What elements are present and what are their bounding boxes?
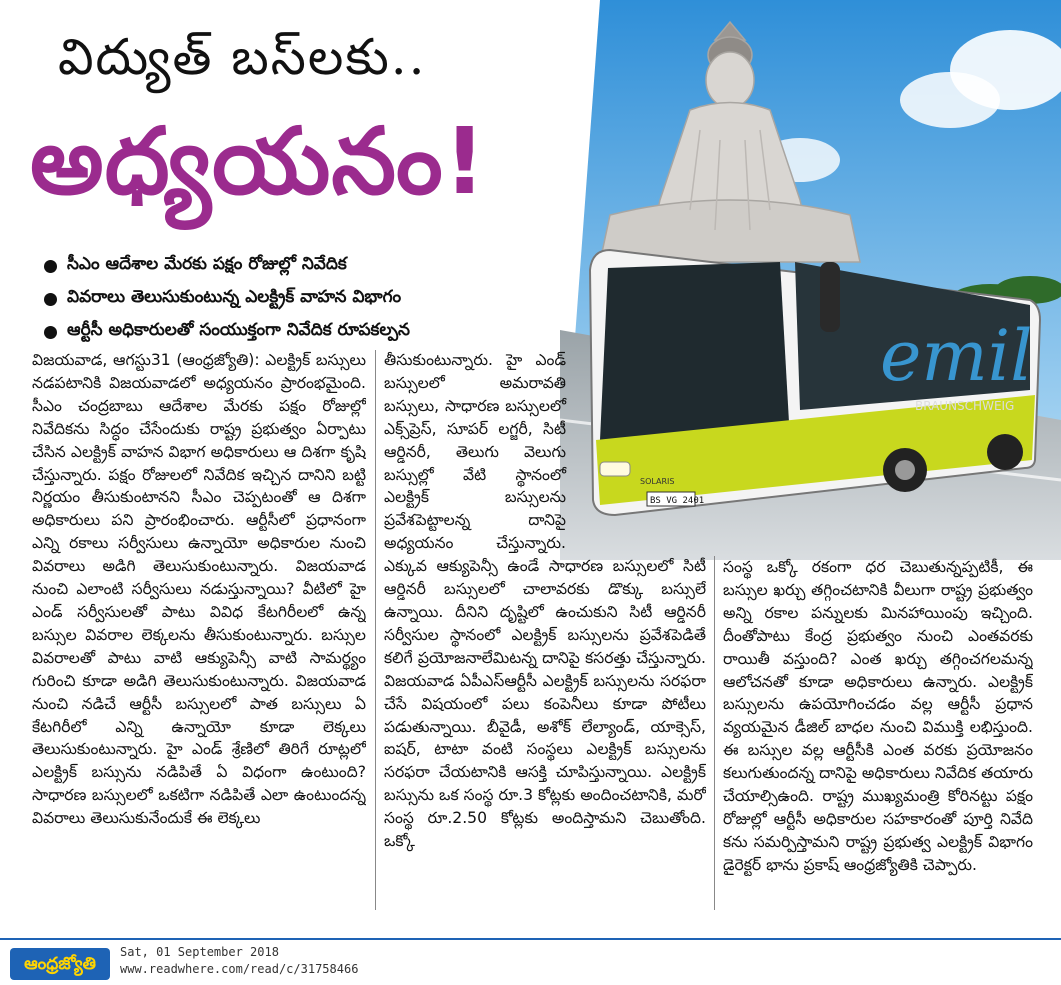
article-column-3: సంస్థ ఒక్కో రకంగా ధర చెబుతున్నప్పటికీ, ఈ బస్సుల ఖర్చు తగ్గించటానికి వీలుగా రాష్ట్ర ప్రభుత్వం అన్ని రకాల పన్నులకు మినహాయింపు ఇచ్చింది. దీంతోపాటు కేంద్ర ప్రభుత్వం నుంచి ఎంతవరకు రాయితీ వస్తుంది? ఎంత ఖర్చు తగ్గించగలమన్న ఆలోచనతో కూడా అధికారులు ఉన్నారు. ఎలక్ట్రిక్ బస్సులను ఉపయోగించడం వల్ల ఆర్టీసీ ప్రధాన వ్యయమైన డీజిల్ బాధల నుంచి విముక్తి లభిస్తుంది. ఈ బస్సుల వల్ల ఆర్టీసీకి ఎంత వరకు ప్రయోజనం కలుగుతుందన్న దానిపై అధికారులు నివేదిక తయారు చేయాల్సిఉంది. రాష్ట్ర ముఖ్యమంత్రి కోరినట్టు పక్షం రోజుల్లో ఆర్టీసీ అధికారుల సహకారంతో పూర్తి నివేది కను సమర్పిస్తామని రాష్ట్ర ప్రభుత్వ ఎలక్ట్రిక్ విభాగం డైరెక్టర్ భాను ప్రకాష్ ఆంధ్రజ్యోతికి చెప్పారు. (723, 558, 1033, 874)
article-column-1: విజయవాడ, ఆగస్టు31 (ఆంధ్రజ్యోతి): ఎలక్ట్రిక్ బస్సులు నడపటానికి విజయవాడలో అధ్యయనం ప్రారంభమైంది. సీఎం చంద్రబాబు ఆదేశాల మేరకు పక్షం రోజుల్లో నివేదికను సిద్ధం చేసేందుకు రాష్ట్ర ప్రభుత్వం ఏర్పాటు చేసిన ఎలక్ట్రిక్ వాహన విభాగ అధికారులు ఆ దిశగా కృషి చేస్తున్నారు. పక్షం రోజులలో నివేదిక ఇచ్చిన దానిని బట్టి నిర్ణయం తీసుకుంటానని సీఎం చెప్పటంతో ఆ దిశగా అధికారులు పని ప్రారంభించారు. ఆర్టీసీలో ప్రధానంగా ఎన్ని రకాలు సర్వీసులు ఉన్నాయో అధికారుల నుంచి వివరాలు అడిగి తెలుసుకుంటున్నారు. విజయవాడ నుంచి ఎలాంటి సర్వీసులు నడుస్తున్నాయి? వీటిలో హై ఎండ్ సర్వీసులతో పాటు వివిధ కేటగిరీలలో ఉన్న బస్సుల వివరాల లెక్కలను తీసుకుంటున్నారు. బస్సుల వివరాలతో పాటు వాటి ఆక్యుపెన్సీ వాటి సామర్థ్యం గురించి కూడా అడిగి తెలుసుకుంటున్నారు. విజయవాడ నుంచి నడిచే ఆర్టీసీ బస్సులలో పాత బస్సులు ఏ కేటగిరీలో ఎన్ని ఉన్నాయో కూడా లెక్కలు తెలుసుకుంటున్నారు. హై ఎండ్ శ్రేణిలో తిరిగే రూట్లలో ఎలక్ట్రిక్ బస్సును నడిపితే ఏ విధంగా ఉంటుంది? సాధారణ బస్సులలో ఒకటిగా నడిపితే ఎలా ఉంటుందన్న వివరాలు తెలుసుకునేందుకే ఈ లెక్కలు (32, 351, 366, 828)
bullet-icon (44, 260, 57, 273)
bus-subbrand: BRAUNSCHWEIG (915, 399, 1015, 413)
column-divider (714, 556, 715, 910)
highlight-text: సీఎం ఆదేశాల మేరకు పక్షం రోజుల్లో నివేదిక (67, 254, 347, 274)
publish-date: Sat, 01 September 2018 (120, 945, 279, 959)
bullet-icon (44, 293, 57, 306)
bus-plate: BS VG 2401 (650, 496, 705, 506)
column-divider (375, 350, 376, 910)
page-footer (0, 938, 1061, 985)
bus-maker: SOLARIS (640, 477, 675, 486)
article-headline: అధ్యయనం! (30, 108, 487, 215)
article-column-2: తీసుకుంటున్నారు. హై ఎండ్ బస్సులలో అమరావతి బస్సులు, సాధారణ బస్సులలో ఎక్స్‌ప్రెస్, సూపర్ లగ్జరీ, సిటీ ఆర్డినరీ, తెలుగు వెలుగు బస్సుల్లో వేటి స్థానంలో ఎలక్ట్రిక్ బస్సులను ప్రవేశపెట్టాలన్న దానిపై అధ్యయనం చేస్తున్నారు. ఎక్కువ ఆక్యుపెన్సీ ఉండే సాధారణ బస్సులలో సిటీ ఆర్డినరీ బస్సులలో చాలావరకు డొక్కు బస్సులే ఉన్నాయి. దీనిని దృష్టిలో ఉంచుకుని సిటీ ఆర్డినరీ సర్వీసుల స్థానంలో ఎలక్ట్రిక్ బస్సులను ప్రవేశపెడితే కలిగే ప్రయోజనాలేమిటన్న దానిపై కసరత్తు చేస్తున్నారు. విజయవాడ ఏపీఎస్ఆర్టీసీ ఎలక్ట్రిక్ బస్సులను సరఫరా చేసే విషయంలో పలు కంపెనీలు కూడా పోటీలు పడుతున్నాయి. బీవైడీ, అశోక్ లేల్యాండ్, యాక్సెస్, ఐషర్, టాటా వంటి సంస్థలు ఎలక్ట్రిక్ బస్సులను సరఫరా చేయటానికి ఆసక్తి చూపిస్తున్నాయి. ఎలక్ట్రిక్ బస్సును ఒక సంస్థ రూ.3 కోట్లకు అందించటానికి, మరో సంస్థ రూ.2.50 కోట్లకు అందిస్తామని చెబుతోంది. ఒక్కో (384, 351, 706, 851)
bullet-icon (44, 326, 57, 339)
highlight-text: వివరాలు తెలుసుకుంటున్న ఎలక్ట్రిక్ వాహన విభాగం (67, 287, 402, 307)
bus-brand: emil (880, 315, 1033, 397)
highlight-list (44, 254, 564, 353)
highlight-item (44, 320, 564, 344)
highlight-item (44, 287, 564, 311)
highlight-item (44, 254, 564, 278)
article-kicker: విద్యుత్ బస్‌లకు.. (58, 28, 427, 86)
newspaper-logo: ఆంధ్రజ్యోతి (10, 948, 110, 980)
photo-wrap-spacer (566, 349, 706, 554)
highlight-text: ఆర్టీసీ అధికారులతో సంయుక్తంగా నివేదిక రూపకల్పన (67, 320, 410, 340)
source-link[interactable]: www.readwhere.com/read/c/31758466 (120, 962, 359, 976)
